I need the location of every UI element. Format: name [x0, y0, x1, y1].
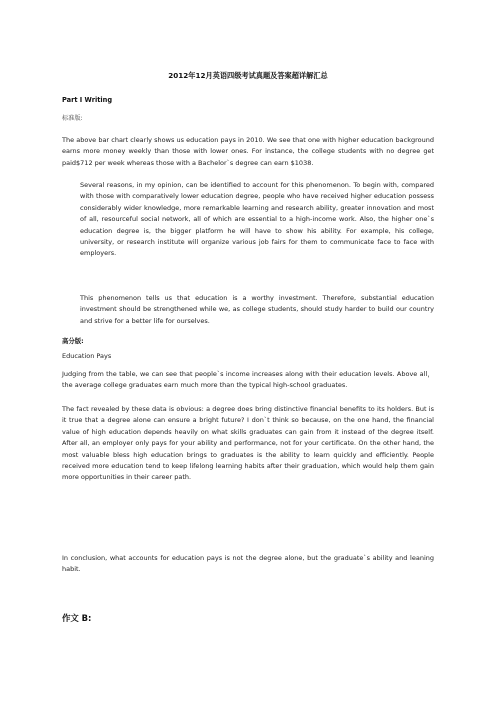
- version-label: 标准版:: [62, 115, 83, 122]
- section-heading-part-1: Part I Writing: [62, 96, 113, 104]
- paragraph: Judging from the table, we can see that people`s income increases along with their education levels. Above all，the average college graduates earn much more than the typical high-school graduates.: [62, 370, 434, 390]
- page-title: 2012年12月英语四级考试真题及答案超详解汇总: [168, 71, 328, 80]
- high-score-heading: 高分版:: [62, 337, 84, 345]
- paragraph: Several reasons, in my opinion, can be identified to account for this phenomenon. To begin with, compared with those with comparatively lower education degree, people who have received higher education possess considerably wider knowledge, more remarkable learning and research ability, greater innovation and most of all, resourceful social network, all of which are essential to a high-income work. Also, the higher one`s education degree is, the bigger platform he will have to show his ability. For example, his college, university, or research institute will organize various job fairs for them to communicate face to face with employers.: [80, 181, 434, 258]
- essay-b-heading: 作文 B:: [62, 613, 92, 623]
- paragraph: In conclusion, what accounts for education pays is not the degree alone, but the graduate`s ability and leaning habit.: [62, 554, 434, 574]
- paragraph: This phenomenon tells us that education is a worthy investment. Therefore, substantial education investment should be strengthened while we, as college students, should study harder to build our country and strive for a better life for ourselves.: [80, 294, 434, 325]
- essay-title: Education Pays: [62, 352, 112, 360]
- paragraph: The above bar chart clearly shows us education pays in 2010. We see that one with higher education background earns more money weekly than those with lower ones. For instance, the college students with no degree get paid$712 per week whereas those with a Bachelor`s degree can earn $1038.: [62, 136, 434, 167]
- paragraph: The fact revealed by these data is obvious: a degree does bring distinctive financial benefits to its holders. But is it true that a degree alone can ensure a bright future? I don`t think so because, on the one hand, the financial value of high education depends heavily on what skills graduates can gain from it instead of the degree itself. After all, an employer only pays for your ability and performance, not for your certificate. On the other hand, the most valuable bless high education brings to graduates is the ability to learn quickly and efficiently. People received more education tend to keep lifelong learning habits after their graduation, which would help them gain more opportunities in their career path.: [62, 405, 434, 482]
